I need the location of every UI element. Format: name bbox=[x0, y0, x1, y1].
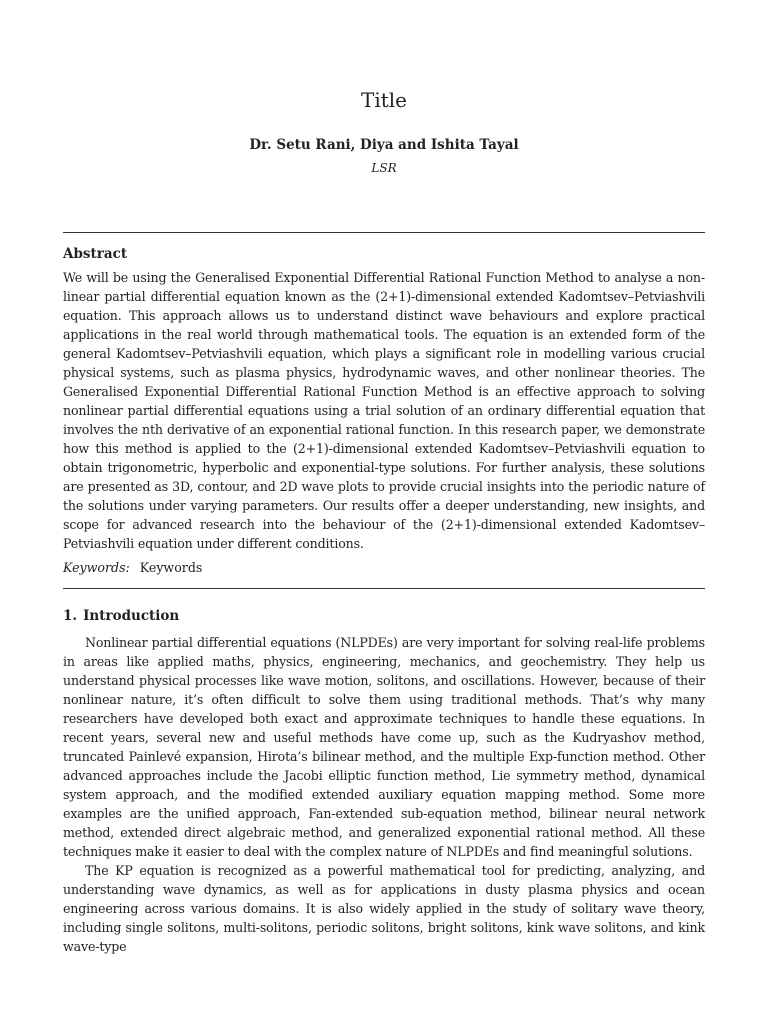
keywords-line bbox=[63, 558, 202, 577]
paper-title: Title bbox=[360, 88, 407, 112]
introduction-body bbox=[63, 633, 705, 956]
abstract-top-rule bbox=[63, 232, 705, 233]
keywords-label: Keywords: bbox=[63, 560, 130, 575]
keywords-value: Keywords bbox=[139, 560, 203, 575]
section-heading-introduction bbox=[63, 606, 179, 626]
intro-paragraph-1: Nonlinear partial differential equations (NLPDEs) are very important for solving real-life problems in areas like applied maths, physics, engineering, mechanics, and geochemistry. They help us understand physical processes like wave motion, solitons, and oscillations. However, because of their nonlinear nature, it’s often difficult to solve them using traditional methods. That’s why many researchers have developed both exact and approximate techniques to handle these equations. In recent years, several new and useful methods have come up, such as the Kudryashov method, truncated Painlevé expansion, Hirota’s bilinear method, and the multiple Exp-function method. Other advanced approaches include the Jacobi elliptic function method, Lie symmetry method, dynamical system approach, and the modified extended auxiliary equation mapping method. Some more examples are the unified approach, Fan-extended sub-equation method, bilinear neural network method, extended direct algebraic method, and generalized exponential rational method. All these techniques make it easier to deal with the complex nature of NLPDEs and find meaningful solutions. bbox=[63, 635, 705, 859]
section-number: 1. bbox=[63, 608, 78, 624]
author-list: Dr. Setu Rani, Diya and Ishita Tayal bbox=[249, 137, 519, 153]
affiliation: LSR bbox=[371, 161, 397, 175]
abstract-bottom-rule bbox=[63, 588, 705, 589]
section-title: Introduction bbox=[83, 608, 180, 624]
abstract-text: We will be using the Generalised Exponential Differential Rational Function Method to analyse a non-linear partial differential equation known as the (2+1)-dimensional extended Kadomtsev–Petviashvili equation. This approach allows us to understand distinct wave behaviours and explore practical applications in the real world through mathematical tools. The equation is an extended form of the general Kadomtsev–Petviashvili equation, which plays a significant role in modelling various crucial physical systems, such as plasma physics, hydrodynamic waves, and other nonlinear theories. The Generalised Exponential Differential Rational Function Method is an effective approach to solving nonlinear partial differential equations using a trial solution of an ordinary differential equation that involves the nth derivative of an exponential rational function. In this research paper, we demonstrate how this method is applied to the (2+1)-dimensional extended Kadomtsev–Petviashvili equation to obtain trigonometric, hyperbolic and exponential-type solutions. For further analysis, these solutions are presented as 3D, contour, and 2D wave plots to provide crucial insights into the periodic nature of the solutions under varying parameters. Our results offer a deeper understanding, new insights, and scope for advanced research into the behaviour of the (2+1)-dimensional extended Kadomtsev–Petviashvili equation under different conditions. bbox=[63, 270, 705, 551]
abstract-heading: Abstract bbox=[63, 246, 128, 262]
intro-paragraph-2: The KP equation is recognized as a powerful mathematical tool for predicting, analyzing, and understanding wave dynamics, as well as for applications in dusty plasma physics and ocean engineering across various domains. It is also widely applied in the study of solitary wave theory, including single solitons, multi-solitons, periodic solitons, bright solitons, kink wave solitons, and kink wave-type bbox=[63, 863, 705, 954]
